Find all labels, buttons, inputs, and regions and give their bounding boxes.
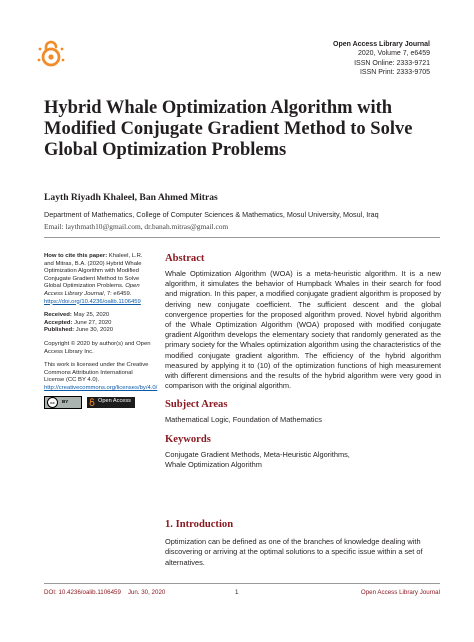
issn-online: ISSN Online: 2333-9721 bbox=[354, 59, 430, 67]
journal-info bbox=[333, 40, 430, 78]
cite-journal: Open Access Library Journal bbox=[44, 283, 140, 297]
journal-name: Open Access Library Journal bbox=[333, 41, 430, 48]
keywords-line1: Conjugate Gradient Methods, Meta-Heuristic Algorithms, bbox=[165, 449, 350, 459]
page-number: 1 bbox=[235, 589, 239, 596]
by-icon: BY bbox=[62, 399, 69, 405]
footer-doi: DOI: 10.4236/oalib.1106459 Jun. 30, 2020 bbox=[44, 589, 166, 596]
affiliation: Department of Mathematics, College of Computer Sciences & Mathematics, Mosul University, Mosul, Iraq bbox=[44, 210, 379, 219]
copyright: Copyright © 2020 by author(s) and Open Access Library Inc. bbox=[44, 340, 151, 355]
cc-by-badge[interactable] bbox=[44, 396, 82, 409]
open-access-lock-icon bbox=[36, 38, 66, 68]
subject-areas-text: Mathematical Logic, Foundation of Mathematics bbox=[165, 415, 322, 425]
header-divider bbox=[44, 237, 440, 238]
cite-text: Khaleel, L.R. and Mitras, B.A. (2020) Hybrid Whale Optimization Algorithm with Modified Conjugate Gradient Method to Solve Global Optimization Problems. bbox=[44, 253, 143, 290]
license-block bbox=[44, 362, 158, 392]
cc-icon: cc bbox=[47, 397, 58, 408]
published-label: Published: bbox=[44, 327, 75, 334]
introduction-heading: 1. Introduction bbox=[165, 519, 234, 530]
doi-link[interactable]: https://doi.org/10.4236/oalib.1106459 bbox=[44, 298, 141, 305]
open-access-badge[interactable] bbox=[87, 397, 135, 408]
email: Email: laythmath10@gmail.com, dr.banah.mitras@gmail.com bbox=[44, 222, 229, 231]
abstract-heading: Abstract bbox=[165, 253, 205, 264]
license-link[interactable]: http://creativecommons.org/licenses/by/4.0/ bbox=[44, 384, 158, 391]
received-label: Received: bbox=[44, 312, 72, 319]
paper-title: Hybrid Whale Optimization Algorithm with Modified Conjugate Gradient Method to Solve Global Optimization Problems bbox=[44, 98, 413, 160]
authors: Layth Riyadh Khaleel, Ban Ahmed Mitras bbox=[44, 192, 218, 203]
dates bbox=[44, 312, 152, 335]
accepted-date: June 27, 2020 bbox=[72, 319, 112, 326]
article-info-sidebar bbox=[44, 253, 158, 409]
journal-volume: 2020, Volume 7, e6459 bbox=[357, 50, 430, 58]
cite-label: How to cite this paper: bbox=[44, 253, 108, 259]
footer-journal: Open Access Library Journal bbox=[360, 589, 440, 596]
open-access-label: Open Access bbox=[98, 398, 131, 405]
accepted-label: Accepted: bbox=[44, 319, 73, 326]
license-text: This work is licensed under the Creative Commons Attribution International License (CC BY 4.0). bbox=[44, 362, 149, 384]
main-column bbox=[165, 253, 441, 470]
keywords-line2: Whale Optimization Algorithm bbox=[165, 459, 262, 469]
introduction-text: Optimization can be defined as one of the branches of knowledge dealing with discovering or arriving at the optimal solutions to a specific issue within a set of alternatives. bbox=[165, 537, 423, 567]
citation bbox=[44, 253, 152, 306]
badges-row bbox=[44, 396, 152, 409]
cite-volume: , 7: e6459. bbox=[103, 290, 132, 297]
received-date: May 25, 2020 bbox=[71, 312, 110, 319]
open-lock-icon bbox=[89, 398, 95, 406]
footer-divider bbox=[44, 583, 440, 584]
keywords-heading: Keywords bbox=[165, 433, 211, 445]
issn-print: ISSN Print: 2333-9705 bbox=[359, 69, 430, 77]
abstract-text: Whale Optimization Algorithm (WOA) is a meta-heuristic algorithm. It is a new algorithm, it simulates the behavior of Humpback Whales in their search for food and migration. In this paper, a modified conjugate gradient algorithm is proposed by deriving new conjugate coefficient. The sufficient descent and the global convergence properties for the proposed algorithm proved. Novel hybrid algorithm of the Whale Optimization Algorithm (WOA) proposed with modified conjugate gradient Algorithm develops the elementary society that randomly generated as the primary society for the Whales optimization algorithm using the characteristics of the modified conjugate gradient algorithm. The efficiency of the hybrid algorithm measured by applying it to (10) of the optimization functions of high measurement with different dimensions and the results of the hybrid algorithm were very good in comparison with the original algorithm. bbox=[165, 269, 441, 391]
published-date: June 30, 2020 bbox=[74, 327, 114, 334]
subject-areas-heading: Subject Areas bbox=[165, 399, 228, 411]
